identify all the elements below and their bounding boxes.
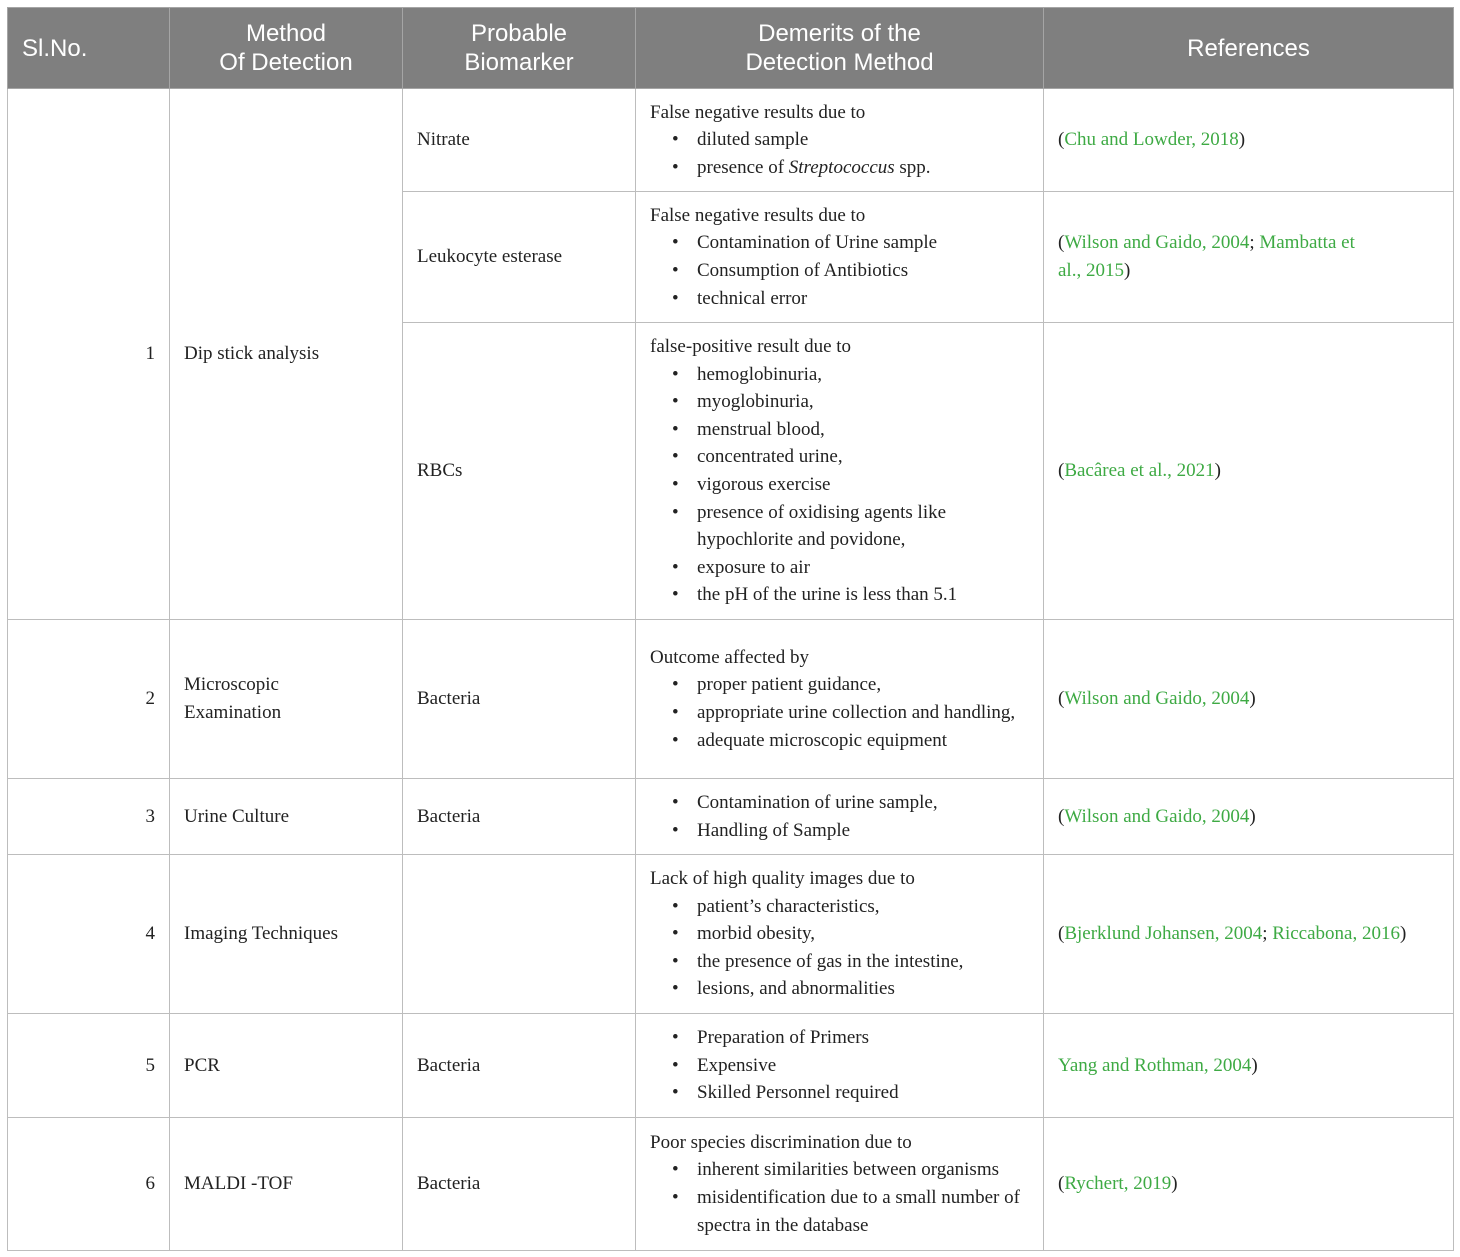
ref-close: ) — [1123, 260, 1131, 281]
demerits-cell — [636, 620, 1044, 779]
row-number: 3 — [8, 779, 170, 855]
method-cell: MALDI -TOF — [170, 1118, 403, 1251]
row-number: 1 — [8, 89, 170, 620]
method-cell: Microscopic Examination — [170, 620, 403, 779]
reference-link[interactable]: Bjerklund Johansen, 2004 — [1064, 923, 1263, 945]
demerits-intro: Outcome affected by — [650, 646, 809, 668]
header-method — [170, 8, 403, 89]
header-biomarker-text: Probable Biomarker — [464, 20, 574, 76]
demerits-cell — [636, 855, 1044, 1014]
list-item: • proper patient guidance, — [697, 671, 1029, 699]
demerits-intro: Lack of high quality images due to — [650, 868, 915, 890]
method-cell: Imaging Techniques — [170, 855, 403, 1014]
demerits-list — [650, 1024, 1029, 1107]
list-item: • Expensive — [697, 1052, 1029, 1080]
list-item: • exposure to air — [697, 554, 1029, 582]
list-item: • Skilled Personnel required — [697, 1079, 1029, 1107]
method-cell: Urine Culture — [170, 779, 403, 855]
list-item: • hemoglobinuria, — [697, 361, 1029, 389]
reference-link[interactable]: Riccabona, 2016 — [1272, 923, 1400, 945]
ref-open: ( — [1058, 688, 1065, 710]
header-method-text: Method Of Detection — [219, 20, 353, 76]
reference-link[interactable]: Mambatta et al., 2015 — [1058, 232, 1355, 281]
references-cell — [1044, 779, 1454, 855]
references-cell — [1044, 620, 1454, 779]
list-item: • presence of oxidising agents like hypochlorite and povidone, — [697, 499, 1029, 554]
references-cell — [1044, 89, 1454, 192]
list-item: • the pH of the urine is less than 5.1 — [697, 581, 1029, 609]
method-cell: Dip stick analysis — [170, 89, 403, 620]
list-item: • technical error — [697, 285, 1029, 313]
biomarker-cell: Bacteria — [403, 1118, 636, 1251]
biomarker-cell: Nitrate — [403, 89, 636, 192]
row-number: 6 — [8, 1118, 170, 1251]
demerits-list — [650, 671, 1029, 754]
table-row — [8, 1014, 1454, 1118]
demerits-intro: False negative results due to — [650, 101, 866, 123]
demerits-cell — [636, 1014, 1044, 1118]
list-item: • adequate microscopic equipment — [697, 727, 1029, 755]
demerits-list — [650, 789, 1029, 844]
header-row — [8, 8, 1454, 89]
demerits-intro: Poor species discrimination due to — [650, 1131, 912, 1153]
header-references: References — [1044, 8, 1454, 89]
list-item: • menstrual blood, — [697, 416, 1029, 444]
demerits-cell — [636, 89, 1044, 192]
ref-separator: ; — [1262, 923, 1273, 945]
list-item: • misidentification due to a small number of spectra in the database — [697, 1184, 1029, 1239]
list-item-text: spp. — [899, 156, 931, 178]
demerits-list — [650, 1156, 1029, 1239]
list-item: • Contamination of Urine sample — [697, 229, 1029, 257]
method-cell: PCR — [170, 1014, 403, 1118]
table-row — [8, 779, 1454, 855]
row-number: 5 — [8, 1014, 170, 1118]
row-number: 2 — [8, 620, 170, 779]
species-name: Streptococcus — [788, 156, 895, 178]
ref-close: ) — [1214, 460, 1221, 482]
reference-link[interactable]: Chu and Lowder, 2018 — [1064, 129, 1239, 151]
demerits-list — [650, 229, 1029, 312]
demerits-intro: False negative results due to — [650, 204, 866, 226]
detection-methods-table — [7, 7, 1454, 1251]
list-item-text: presence of — [697, 156, 785, 178]
references-cell — [1044, 1014, 1454, 1118]
table-row — [8, 89, 1454, 192]
demerits-intro: false-positive result due to — [650, 336, 852, 358]
row-number: 4 — [8, 855, 170, 1014]
list-item: • diluted sample — [697, 126, 1029, 154]
references-cell — [1044, 855, 1454, 1014]
biomarker-cell: RBCs — [403, 323, 636, 620]
references-cell — [1044, 323, 1454, 620]
ref-open: ( — [1058, 460, 1065, 482]
header-demerits-text: Demerits of the Detection Method — [745, 20, 934, 76]
demerits-cell — [636, 779, 1044, 855]
table-row — [8, 855, 1454, 1014]
biomarker-cell: Leukocyte esterase — [403, 192, 636, 323]
ref-close: ) — [1399, 923, 1407, 945]
biomarker-cell — [403, 855, 636, 1014]
ref-open: ( — [1058, 232, 1065, 254]
list-item: • concentrated urine, — [697, 443, 1029, 471]
header-biomarker — [403, 8, 636, 89]
references-cell — [1044, 1118, 1454, 1251]
ref-close: ) — [1171, 1173, 1178, 1195]
list-item: • morbid obesity, — [697, 920, 1029, 948]
references-cell — [1044, 192, 1454, 323]
demerits-list — [650, 361, 1029, 609]
reference-link[interactable]: Rychert, 2019 — [1064, 1173, 1172, 1195]
demerits-cell — [636, 1118, 1044, 1251]
list-item: • lesions, and abnormalities — [697, 975, 1029, 1003]
reference-link[interactable]: Wilson and Gaido, 2004 — [1064, 805, 1250, 827]
list-item: • Handling of Sample — [697, 817, 1029, 845]
list-item: • Contamination of urine sample, — [697, 789, 1029, 817]
list-item: • the presence of gas in the intestine, — [697, 948, 1029, 976]
list-item: • Consumption of Antibiotics — [697, 257, 1029, 285]
ref-open: ( — [1058, 129, 1065, 151]
ref-close: ) — [1249, 688, 1256, 710]
demerits-list — [650, 126, 1029, 181]
biomarker-cell: Bacteria — [403, 620, 636, 779]
demerits-list — [650, 893, 1029, 1003]
header-demerits — [636, 8, 1044, 89]
reference-link[interactable]: Wilson and Gaido, 2004 — [1064, 688, 1250, 710]
list-item — [697, 154, 1029, 182]
demerits-cell — [636, 192, 1044, 323]
list-item: • Preparation of Primers — [697, 1024, 1029, 1052]
list-item: • myoglobinuria, — [697, 388, 1029, 416]
list-item: • patient’s characteristics, — [697, 893, 1029, 921]
reference-link[interactable]: Wilson and Gaido, 2004 — [1064, 232, 1250, 254]
list-item: • inherent similarities between organisms — [697, 1156, 1029, 1184]
ref-close: ) — [1238, 129, 1246, 151]
ref-open: ( — [1058, 805, 1065, 827]
ref-close: ) — [1249, 805, 1256, 827]
list-item: • vigorous exercise — [697, 471, 1029, 499]
reference-link[interactable]: Yang and Rothman, 2004 — [1058, 1054, 1252, 1076]
ref-close: ) — [1251, 1054, 1258, 1076]
list-item: • appropriate urine collection and handling, — [697, 699, 1029, 727]
header-slno: Sl.No. — [8, 8, 170, 89]
biomarker-cell: Bacteria — [403, 1014, 636, 1118]
reference-link[interactable]: Bacârea et al., 2021 — [1064, 460, 1215, 482]
biomarker-cell: Bacteria — [403, 779, 636, 855]
ref-open: ( — [1058, 923, 1065, 945]
demerits-cell — [636, 323, 1044, 620]
table-row — [8, 620, 1454, 779]
ref-separator: ; — [1249, 232, 1260, 254]
ref-open: ( — [1058, 1173, 1065, 1195]
table-row — [8, 1118, 1454, 1251]
